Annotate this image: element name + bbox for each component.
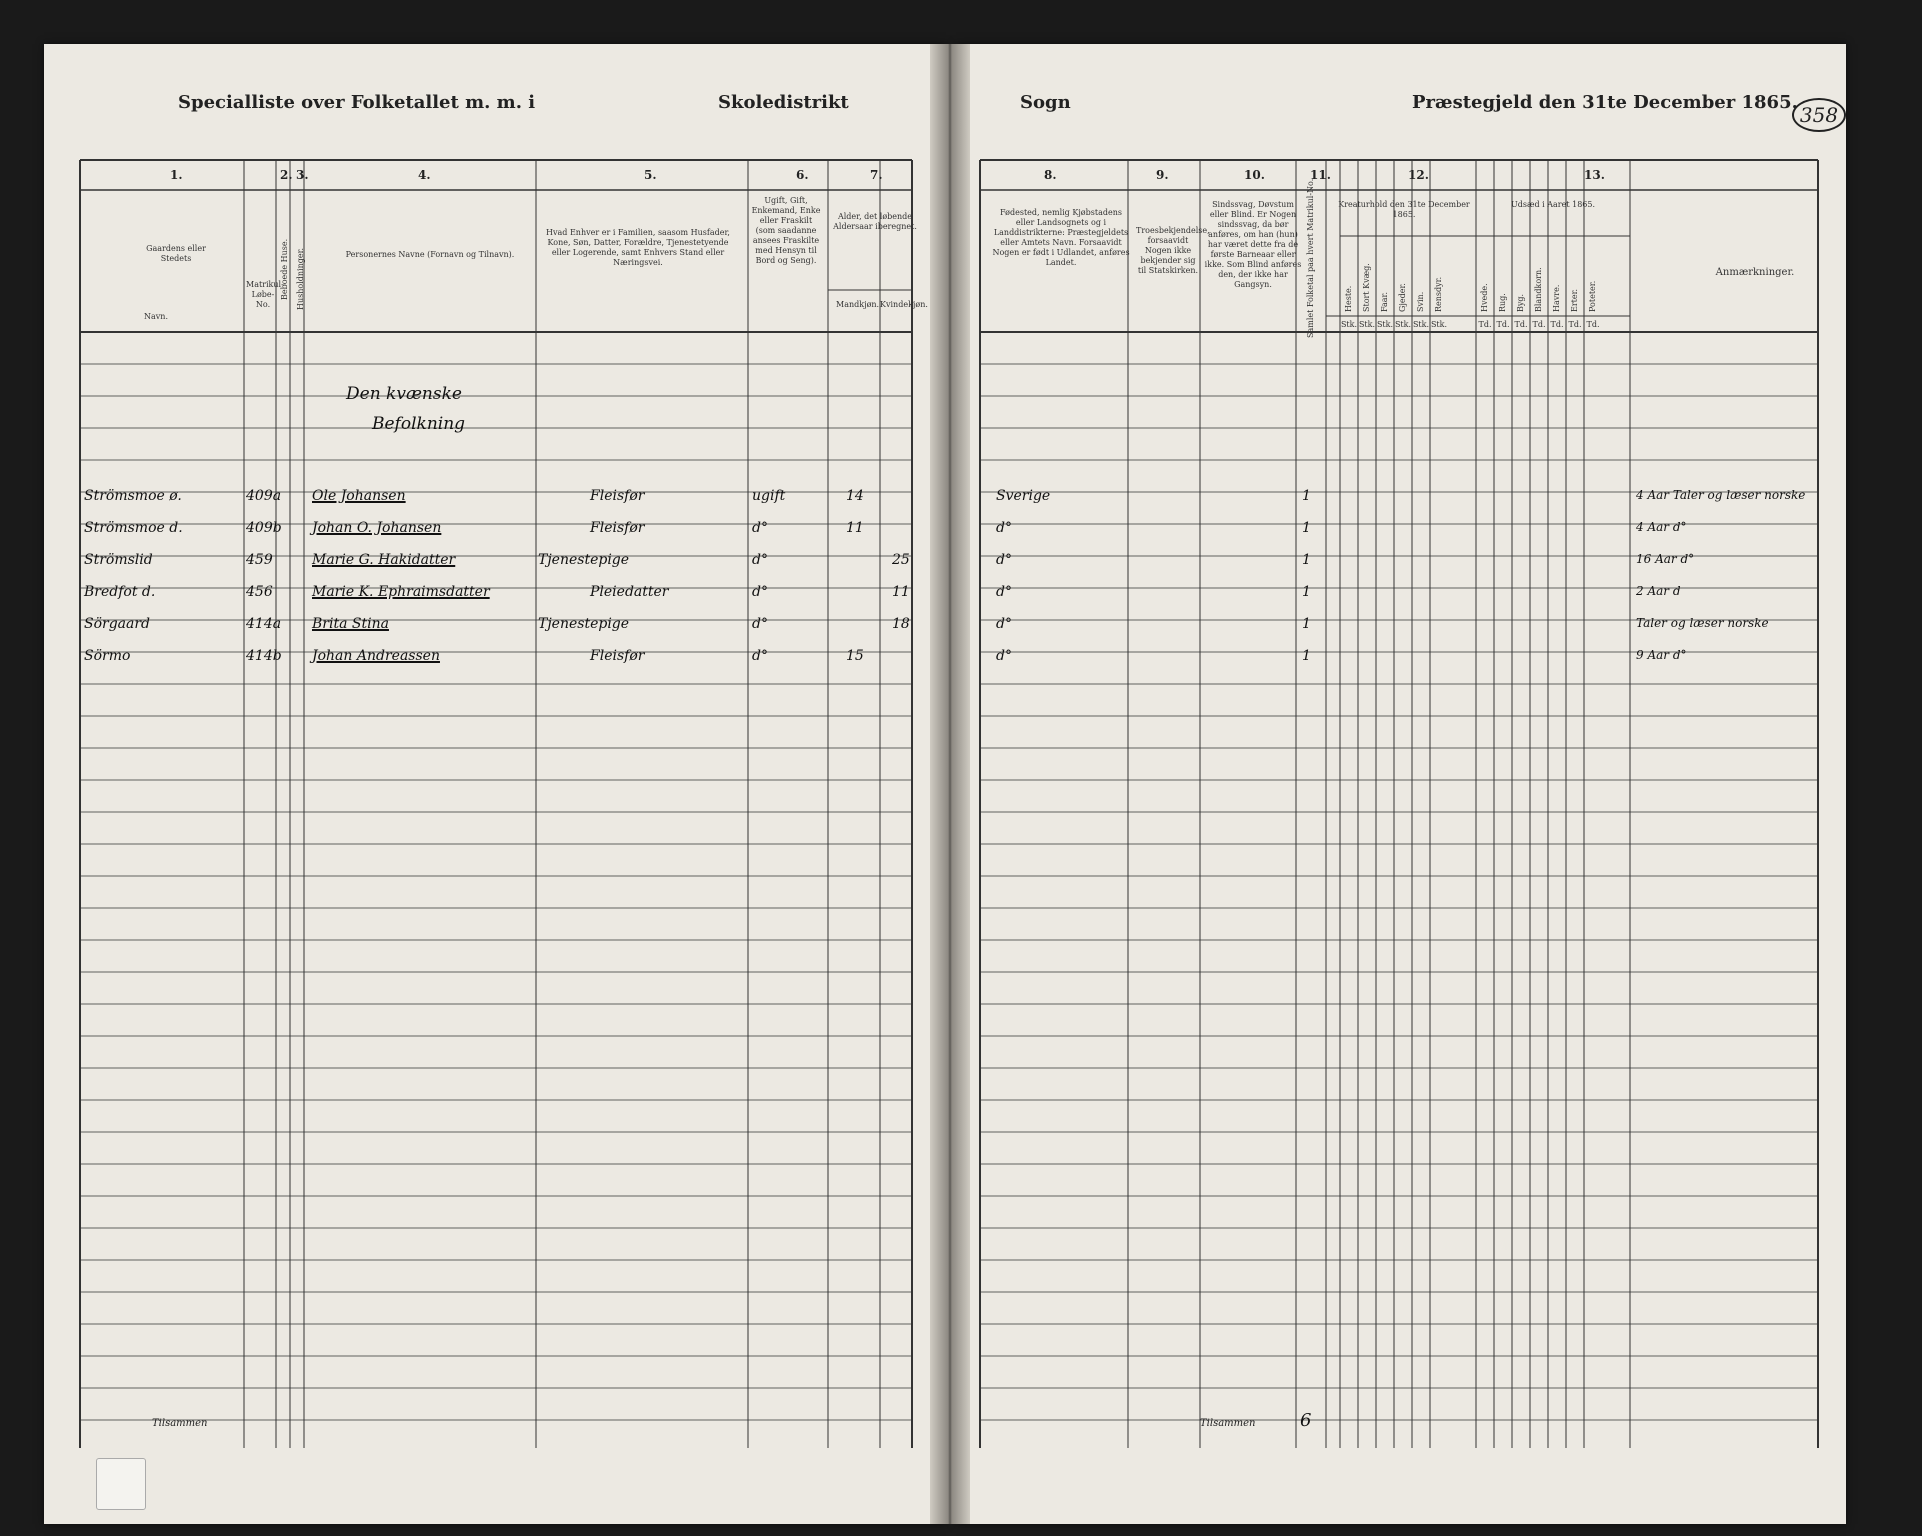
place-name: Sörmo (84, 648, 131, 664)
col-no-5: 5. (644, 168, 657, 182)
crop-unit: Td. (1514, 320, 1528, 329)
matrikul-no: 409b (246, 520, 282, 536)
livestock-subhead: Faar. (1380, 291, 1389, 312)
livestock-subhead: Gjeder. (1398, 283, 1407, 312)
age-female: 11 (892, 584, 910, 600)
person-name: Marie G. Hakidatter (312, 552, 456, 568)
role: Fleisfør (590, 648, 645, 664)
livestock-subhead: Heste. (1344, 285, 1353, 312)
col-text-remarks: Anmærkninger. (1715, 267, 1795, 278)
col-no-9: 9. (1156, 168, 1169, 182)
marital-status: ugift (752, 488, 786, 504)
livestock-unit: Stk. (1412, 320, 1430, 329)
birthplace: d° (996, 520, 1012, 536)
role: Fleisfør (590, 488, 645, 504)
place-name: Sörgaard (84, 616, 151, 632)
crop-subhead: Rug. (1498, 293, 1507, 312)
crop-unit: Td. (1496, 320, 1510, 329)
col-no-8: 8. (1044, 168, 1057, 182)
role: Pleiedatter (590, 584, 669, 600)
crop-subhead: Blandkorn. (1534, 267, 1543, 312)
livestock-unit: Stk. (1394, 320, 1412, 329)
birthplace: d° (996, 552, 1012, 568)
crop-subhead: Erter. (1570, 288, 1579, 312)
col-text-3: Husholdninger. (296, 247, 305, 310)
crop-unit: Td. (1532, 320, 1546, 329)
age-male: 15 (846, 648, 864, 664)
person-name: Marie K. Ephraimsdatter (312, 584, 490, 600)
section-heading-line2: Befolkning (372, 414, 466, 434)
population-count: 1 (1302, 520, 1311, 536)
col-text-2: Beboede Huse. (280, 238, 289, 300)
population-count: 1 (1302, 648, 1311, 664)
remark: 4 Aar Taler og læser norske (1636, 488, 1806, 502)
age-male: 11 (846, 520, 864, 536)
matrikul-no: 409a (246, 488, 282, 504)
header-praestegjeld: Præstegjeld den 31te December 1865. (1412, 92, 1798, 113)
marital-status: d° (752, 648, 768, 664)
col-text-9: Troesbekjendelse, forsaavidt Nogen ikke bekjender sig til Statskirken. (1136, 226, 1210, 275)
remark: 16 Aar d° (1636, 552, 1695, 566)
population-count: 1 (1302, 584, 1311, 600)
birthplace: d° (996, 616, 1012, 632)
role: Fleisfør (590, 520, 645, 536)
birthplace: d° (996, 584, 1012, 600)
col-text-1-name: Navn. (144, 312, 168, 321)
header-sogn: Sogn (1020, 92, 1071, 113)
livestock-unit: Stk. (1376, 320, 1394, 329)
role: Tjenestepige (538, 552, 630, 568)
matrikul-no: 414b (246, 648, 282, 664)
remark: 9 Aar d° (1636, 648, 1687, 662)
col-no-13: 13. (1584, 168, 1605, 182)
population-count: 1 (1302, 488, 1311, 504)
col-no-3: 3. (296, 168, 309, 182)
col-text-4: Personernes Navne (Fornavn og Tilnavn). (345, 250, 515, 259)
col-text-13: Udsæd i Aaret 1865. (1510, 200, 1596, 209)
marital-status: d° (752, 520, 768, 536)
person-name: Brita Stina (312, 616, 389, 632)
col-no-6: 6. (796, 168, 809, 182)
remark: Taler og læser norske (1636, 616, 1769, 630)
age-male: 14 (846, 488, 864, 504)
col-text-11: Samlet Folketal paa hvert Matrikul-No. (1306, 178, 1315, 338)
folio-number: 358 (1792, 98, 1846, 132)
section-heading-line1: Den kvænske (346, 384, 462, 404)
crop-unit: Td. (1568, 320, 1582, 329)
col-no-10: 10. (1244, 168, 1265, 182)
crop-unit: Td. (1550, 320, 1564, 329)
marital-status: d° (752, 616, 768, 632)
crop-subhead: Byg. (1516, 293, 1525, 312)
col-no-11: 11. (1310, 168, 1331, 182)
col-no-2: 2. (280, 168, 293, 182)
livestock-subhead: Svin. (1416, 291, 1425, 312)
col-text-7-male: Mandkjøn. (836, 300, 880, 309)
col-no-12: 12. (1408, 168, 1429, 182)
livestock-unit: Stk. (1358, 320, 1376, 329)
population-count: 1 (1302, 552, 1311, 568)
population-count: 1 (1302, 616, 1311, 632)
col-text-12: Kreaturhold den 31te December 1865. (1338, 200, 1470, 219)
matrikul-no: 456 (246, 584, 273, 600)
age-female: 25 (892, 552, 910, 568)
role: Tjenestepige (538, 616, 630, 632)
place-name: Bredfot d. (84, 584, 156, 600)
person-name: Johan O. Johansen (312, 520, 442, 536)
col-no-1: 1. (170, 168, 183, 182)
crop-subhead: Poteter. (1588, 280, 1597, 312)
col-text-6: Ugift, Gift, Enkemand, Enke eller Fraskilt (som saadanne ansees Fraskilte med Hensyn til Bord og Seng). (751, 196, 821, 265)
livestock-unit: Stk. (1430, 320, 1448, 329)
col-no-7: 7. (870, 168, 883, 182)
totals-count: 6 (1300, 1410, 1312, 1431)
crop-subhead: Havre. (1552, 284, 1561, 312)
place-name: Strömsmoe d. (84, 520, 183, 536)
col-no-4: 4. (418, 168, 431, 182)
marital-status: d° (752, 552, 768, 568)
matrikul-no: 459 (246, 552, 273, 568)
crop-unit: Td. (1586, 320, 1600, 329)
col-text-8: Fødested, nemlig Kjøbstadens eller Landsognets og i Landdistrikterne: Præstegjeldets eller Amtets Navn. Forsaavidt Nogen er født i Udlandet, anføres Landet. (992, 208, 1130, 267)
col-text-7: Alder, det løbende Aldersaar iberegnet. (833, 212, 917, 231)
birthplace: Sverige (996, 488, 1051, 504)
remark: 2 Aar d (1636, 584, 1681, 598)
remark: 4 Aar d° (1636, 520, 1687, 534)
livestock-subhead: Rensdyr. (1434, 276, 1443, 312)
matrikul-no: 414a (246, 616, 282, 632)
header-skoledistrikt: Skoledistrikt (718, 92, 849, 113)
livestock-subhead: Stort Kvæg. (1362, 263, 1371, 312)
age-female: 18 (892, 616, 910, 632)
col-text-5: Hvad Enhver er i Familien, saasom Husfader, Kone, Søn, Datter, Forældre, Tjenestetyende eller Logerende, samt Enhvers Stand eller Næringsvei. (546, 228, 730, 267)
col-text-1: Gaardens eller Stedets (146, 244, 206, 263)
person-name: Johan Andreassen (312, 648, 440, 664)
col-text-1-matr: Matrikul-Løbe-No. (246, 280, 284, 309)
marital-status: d° (752, 584, 768, 600)
totals-label-right: Tilsammen (1200, 1418, 1256, 1429)
crop-unit: Td. (1478, 320, 1492, 329)
person-name: Ole Johansen (312, 488, 406, 504)
crop-subhead: Hvede. (1480, 283, 1489, 312)
totals-label-left: Tilsammen (152, 1418, 208, 1429)
col-text-10: Sindssvag, Døvstum eller Blind. Er Nogen sindssvag, da bør anføres, om han (hun) har været dette fra de første Barneaar eller ikke. Som Blind anføres den, der ikke har Gangsyn. (1204, 200, 1302, 289)
place-name: Strömsmoe ø. (84, 488, 182, 504)
place-name: Strömslid (84, 552, 153, 568)
col-text-7-female: Kvindekjøn. (880, 300, 928, 309)
paper-tab (96, 1458, 146, 1510)
livestock-unit: Stk. (1340, 320, 1358, 329)
birthplace: d° (996, 648, 1012, 664)
header-left-title: Specialliste over Folketallet m. m. i (178, 92, 536, 113)
